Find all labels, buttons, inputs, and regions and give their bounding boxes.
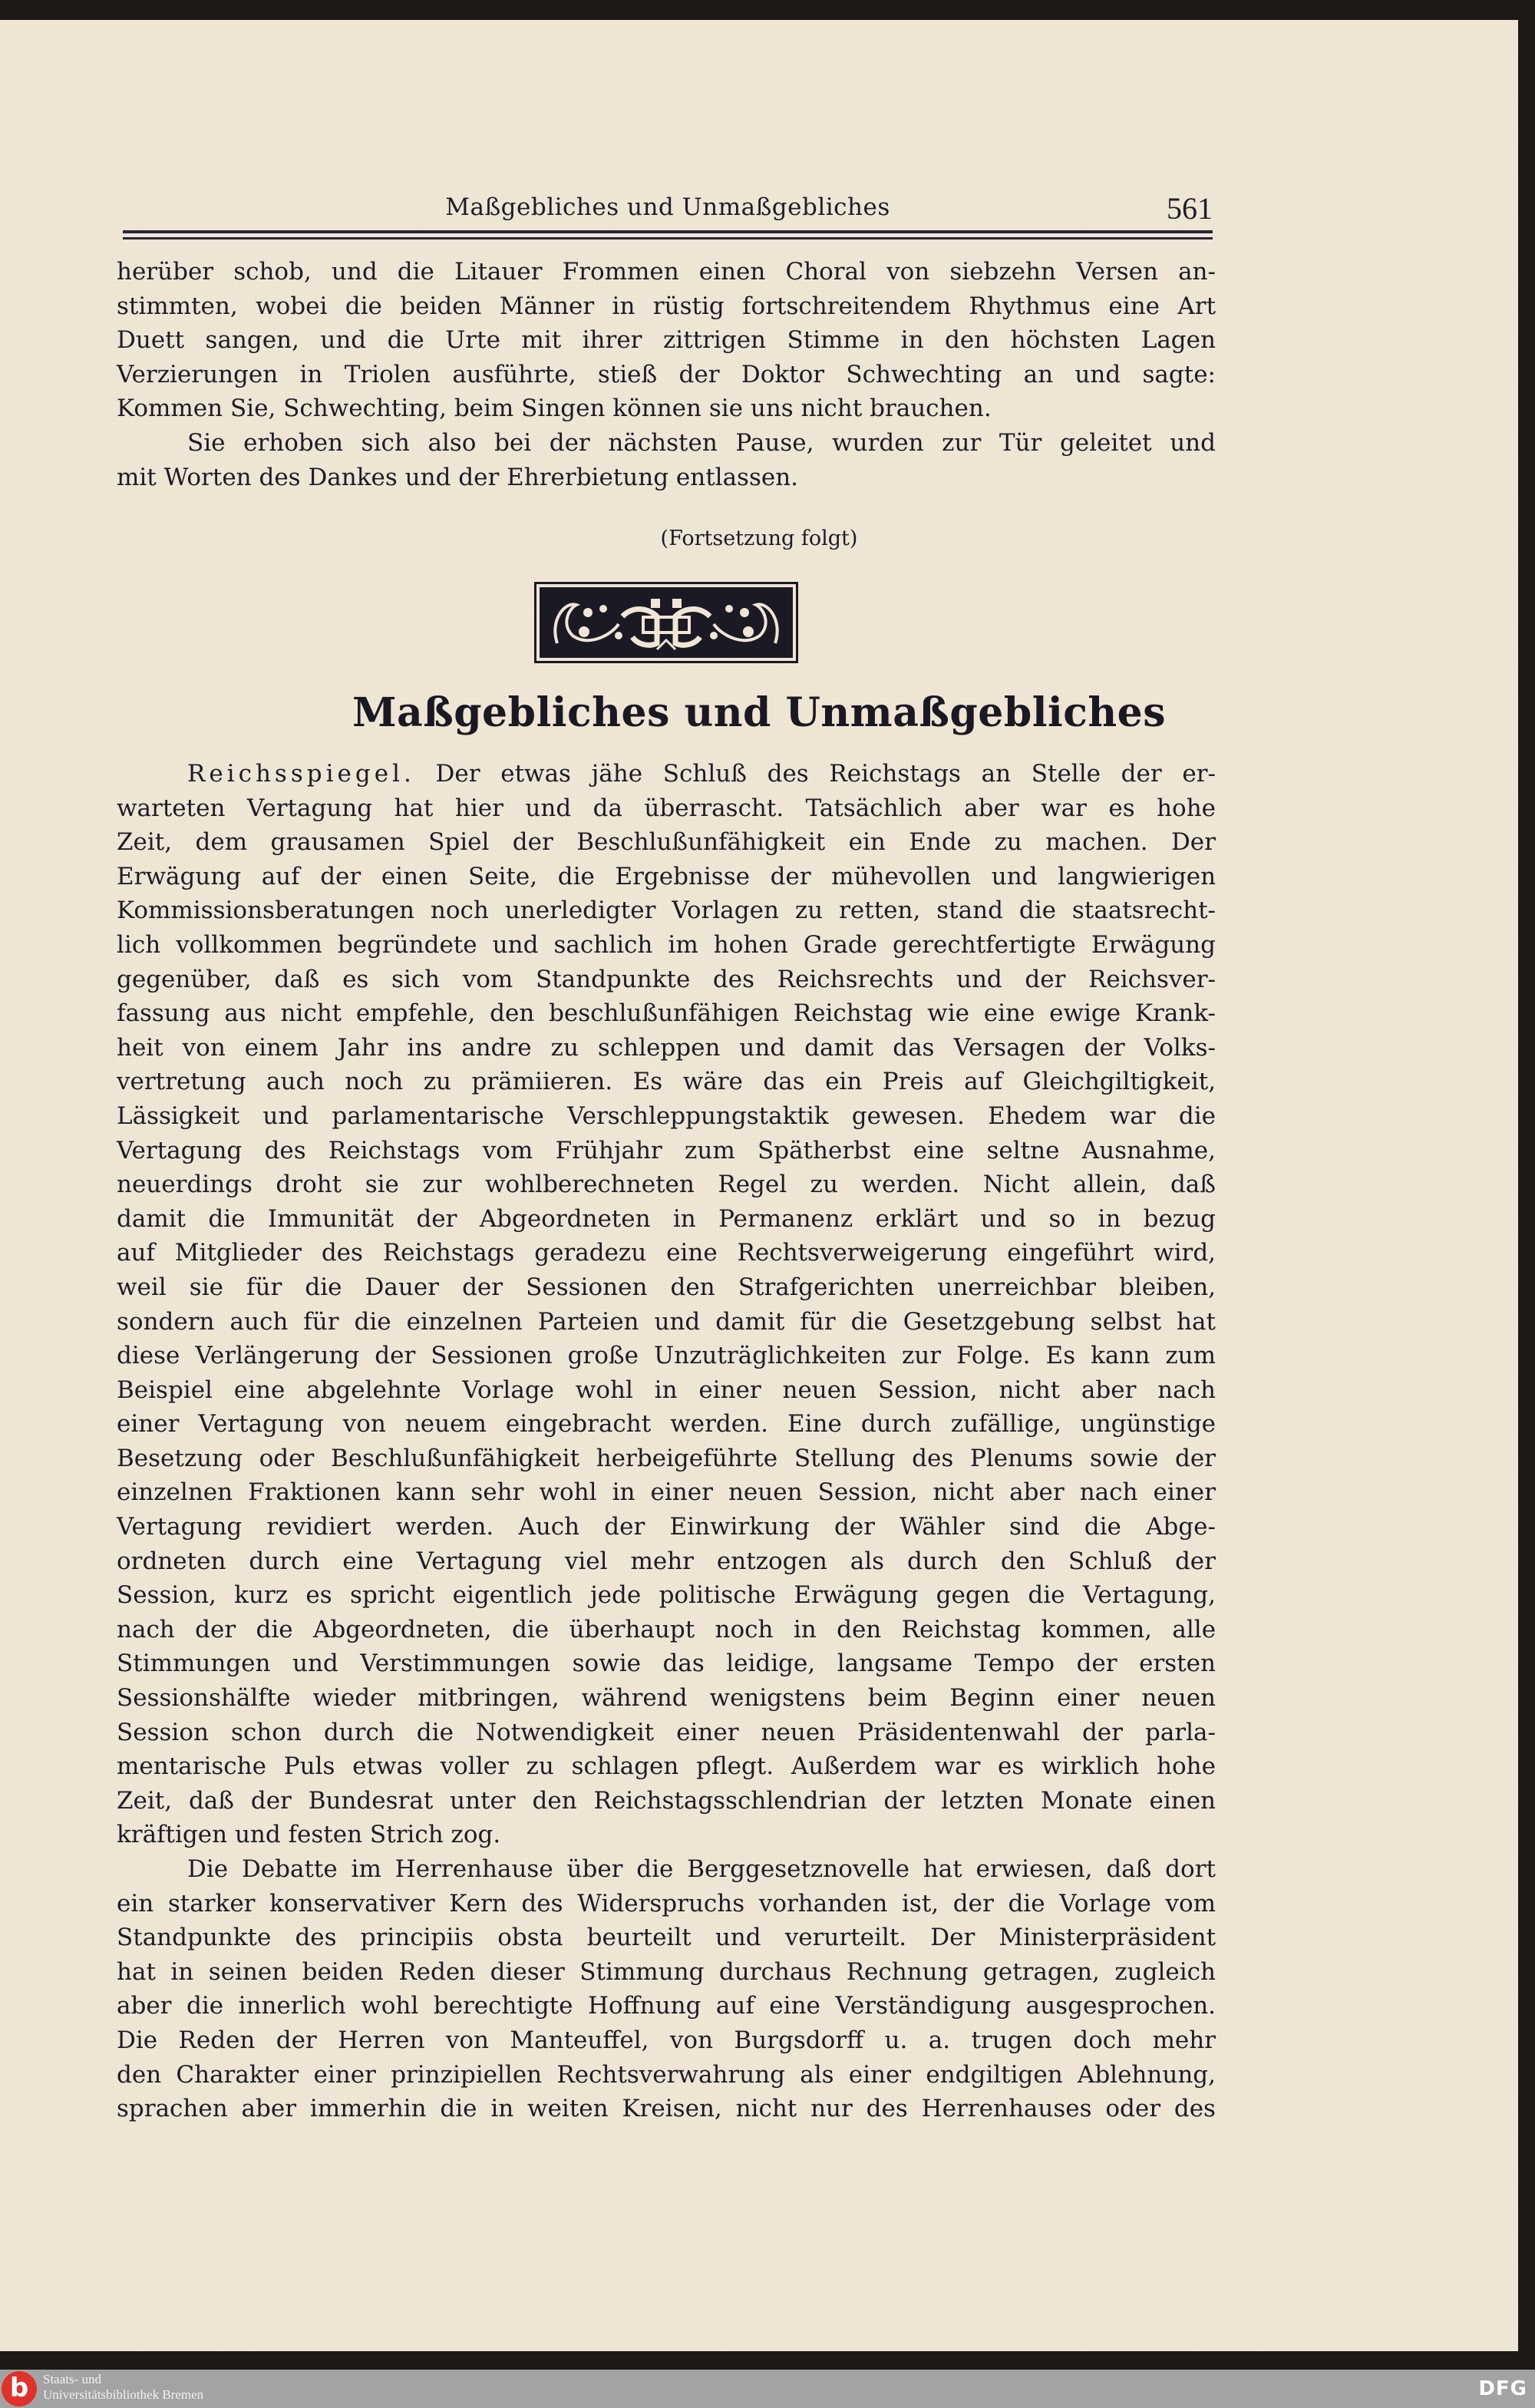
text-line: Session schon durch die Notwendigkeit einer neuen Präsidentenwahl der parla- — [117, 1718, 1216, 1746]
text-fragment: Der etwas jähe Schluß des Reichstags an Stelle der er- — [435, 760, 1216, 788]
text-line: einzelnen Fraktionen kann sehr wohl in einer neuen Session, nicht aber nach einer — [117, 1478, 1216, 1507]
text-line: Besetzung oder Beschlußunfähigkeit herbeigeführte Stellung des Plenums sowie der — [117, 1444, 1216, 1472]
text-line: vertretung auch noch zu prämiieren. Es wäre das ein Preis auf Gleichgiltigkeit, — [117, 1068, 1216, 1096]
text-line: heit von einem Jahr ins andre zu schleppen und damit das Versagen der Volks- — [117, 1033, 1216, 1062]
footer-bar — [0, 2370, 1535, 2408]
section-title: Maßgebliches und Unmaßgebliches — [352, 689, 1167, 736]
header-rule-top — [123, 230, 1213, 233]
text-line: diese Verlängerung der Sessionen große Unzuträglichkeiten zur Folge. Es kann zum — [117, 1342, 1216, 1370]
text-line: gegenüber, daß es sich vom Standpunkte des Reichsrechts und der Reichsver- — [117, 965, 1216, 993]
text-line: mentarische Puls etwas voller zu schlagen pflegt. Außerdem war es wirklich hohe — [117, 1752, 1216, 1781]
running-head — [123, 190, 1213, 229]
text-line: sondern auch für die einzelnen Parteien und damit für die Gesetzgebung selbst hat — [117, 1307, 1216, 1336]
decorative-vignette-icon — [540, 587, 793, 658]
library-name-line1: Staats- und — [43, 2372, 102, 2387]
text-line: lich vollkommen begründete und sachlich im hohen Grade gerechtfertigte Erwägung — [117, 930, 1216, 959]
text-line: Die Debatte im Herrenhause über die Berggesetznovelle hat erwiesen, daß dort — [187, 1855, 1216, 1883]
continuation-text — [117, 255, 1216, 494]
text-line: ein starker konservativer Kern des Widerspruchs vorhanden ist, der die Vorlage vom — [117, 1889, 1216, 1917]
text-line: Zeit, daß der Bundesrat unter den Reichstagsschlendrian der letzten Monate einen — [117, 1786, 1216, 1815]
running-title: Maßgebliches und Unmaßgebliches — [445, 193, 890, 221]
text-line: Zeit, dem grausamen Spiel der Beschlußunfähigkeit ein Ende zu machen. Der — [117, 828, 1216, 857]
text-line: Die Reden der Herren von Manteuffel, von Burgsdorff u. a. trugen doch mehr — [117, 2026, 1216, 2054]
text-line: einer Vertagung von neuem eingebracht werden. Eine durch zufällige, ungünstige — [117, 1410, 1216, 1439]
to-be-continued-note: (Fortsetzung folgt) — [660, 527, 858, 550]
text-line: nach der die Abgeordneten, die überhaupt noch in den Reichstag kommen, alle — [117, 1615, 1216, 1643]
text-line: Erwägung auf der einen Seite, die Ergebnisse der mühevollen und langwierigen — [117, 862, 1216, 890]
text-line: den Charakter einer prinzipiellen Rechtsverwahrung als einer endgiltigen Ablehnung, — [117, 2060, 1216, 2089]
page-number: 561 — [1167, 191, 1213, 226]
text-line: Vertagung revidiert werden. Auch der Einwirkung der Wähler sind die Abge- — [117, 1513, 1216, 1541]
text-line: Duett sangen, und die Urte mit ihrer zittrigen Stimme in den höchsten Lagen — [117, 326, 1216, 355]
text-line: Beispiel eine abgelehnte Vorlage wohl in einer neuen Session, nicht aber nach — [117, 1376, 1216, 1404]
text-line: Vertagung des Reichstags vom Frühjahr zum Spätherbst eine seltne Ausnahme, — [117, 1136, 1216, 1164]
text-line: Kommen Sie, Schwechting, beim Singen können sie uns nicht brauchen. — [117, 395, 992, 423]
dfg-logo: DFG — [1478, 2377, 1527, 2400]
text-line: Sessionshälfte wieder mitbringen, während wenigstens beim Beginn einer neuen — [117, 1684, 1216, 1713]
library-name-line2: Universitätsbibliothek Bremen — [43, 2387, 204, 2402]
text-line: neuerdings droht sie zur wohlberechneten Regel zu werden. Nicht allein, daß — [117, 1171, 1216, 1199]
header-rule-bottom — [123, 237, 1213, 239]
section-subhead: Reichsspiegel. — [187, 760, 415, 788]
text-line: Sie erhoben sich also bei der nächsten Pause, wurden zur Tür geleitet und — [187, 428, 1216, 457]
text-line: auf Mitglieder des Reichstags geradezu eine Rechtsverweigerung eingeführt wird, — [117, 1239, 1216, 1267]
text-line: weil sie für die Dauer der Sessionen den Strafgerichten unerreichbar bleiben, — [117, 1273, 1216, 1301]
text-line: kräftigen und festen Strich zog. — [117, 1821, 501, 1849]
text-line: Lässigkeit und parlamentarische Verschleppungstaktik gewesen. Ehedem war die — [117, 1102, 1216, 1130]
text-line: fassung aus nicht empfehle, den beschlußunfähigen Reichstag wie eine ewige Krank- — [117, 999, 1216, 1028]
text-line: Verzierungen in Triolen ausführte, stieß der Doktor Schwechting an und sagte: — [117, 360, 1216, 388]
library-name — [43, 2372, 203, 2403]
section-body — [117, 757, 1216, 2126]
text-line: mit Worten des Dankes und der Ehrerbietung entlassen. — [117, 463, 799, 491]
text-line: herüber schob, und die Litauer Frommen einen Choral von siebzehn Versen an- — [117, 258, 1216, 286]
text-line: Session, kurz es spricht eigentlich jede politische Erwägung gegen die Vertagung, — [117, 1581, 1216, 1610]
library-logo-icon: b — [2, 2371, 37, 2406]
text-line: warteten Vertagung hat hier und da überrascht. Tatsächlich aber war es hohe — [117, 794, 1216, 822]
vignette-artwork — [542, 590, 791, 656]
text-line: aber die innerlich wohl berechtigte Hoffnung auf eine Verständigung ausgesprochen. — [117, 1992, 1216, 2020]
text-line: Standpunkte des principiis obsta beurteilt und verurteilt. Der Ministerpräsident — [117, 1924, 1216, 1952]
scanned-page — [0, 20, 1518, 2351]
text-line: Kommissionsberatungen noch unerledigter Vorlagen zu retten, stand die staatsrecht- — [117, 897, 1216, 925]
text-line: sprachen aber immerhin die in weiten Kreisen, nicht nur des Herrenhauses oder des — [117, 2095, 1216, 2123]
text-line — [117, 757, 1216, 791]
text-line: damit die Immunität der Abgeordneten in Permanenz erklärt und so in bezug — [117, 1204, 1216, 1233]
text-line: ordneten durch eine Vertagung viel mehr entzogen als durch den Schluß der — [117, 1547, 1216, 1575]
text-line: Stimmungen und Verstimmungen sowie das leidige, langsame Tempo der ersten — [117, 1650, 1216, 1678]
text-line: hat in seinen beiden Reden dieser Stimmung durchaus Rechnung getragen, zugleich — [117, 1957, 1216, 1986]
text-line: stimmten, wobei die beiden Männer in rüstig fortschreitendem Rhythmus eine Art — [117, 292, 1216, 320]
